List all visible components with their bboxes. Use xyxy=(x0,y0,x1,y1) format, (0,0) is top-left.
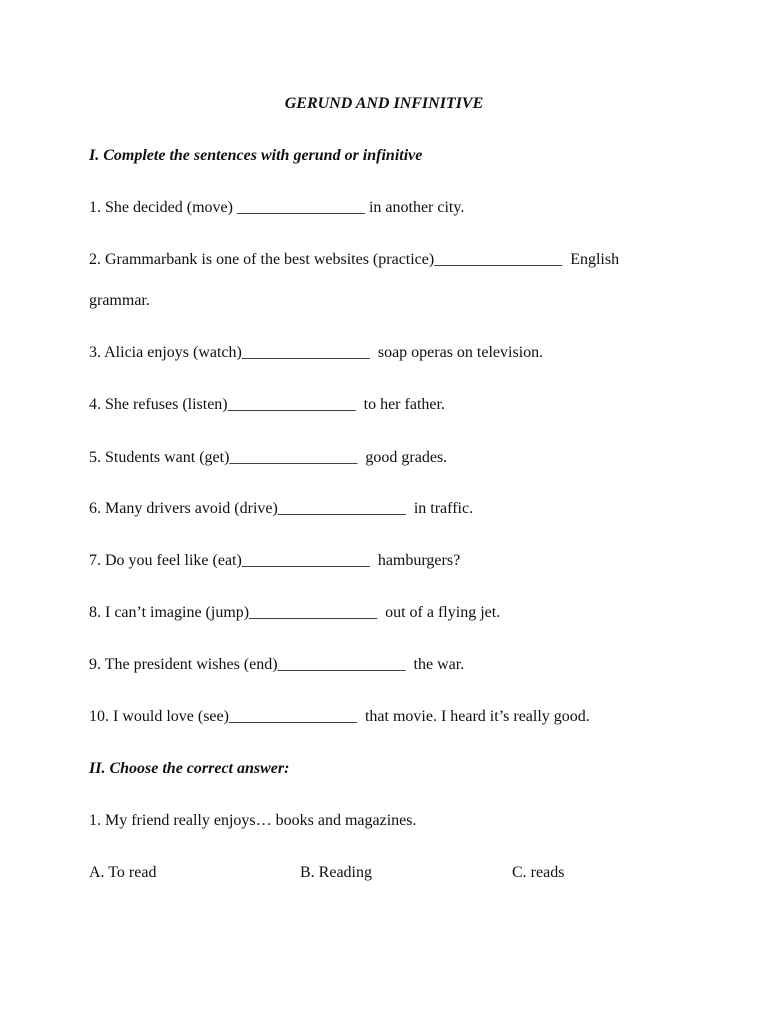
exercise-item-3: 3. Alicia enjoys (watch)________________ soap operas on television. xyxy=(89,344,544,361)
exercise-item-8: 8. I can’t imagine (jump)________________ out of a flying jet. xyxy=(89,604,501,621)
exercise-item-6: 6. Many drivers avoid (drive)________________ in traffic. xyxy=(89,500,474,517)
exercise-item-2-continued: grammar. xyxy=(89,292,150,309)
exercise-item-1: 1. She decided (move) ________________ in another city. xyxy=(89,199,465,216)
section-1-heading: I. Complete the sentences with gerund or infinitive xyxy=(89,147,423,164)
option-b: B. Reading xyxy=(300,864,372,881)
exercise-item-5: 5. Students want (get)________________ good grades. xyxy=(89,449,448,466)
exercise-item-9: 9. The president wishes (end)________________ the war. xyxy=(89,656,465,673)
exercise-item-4: 4. She refuses (listen)________________ to her father. xyxy=(89,396,445,413)
section-2-heading: II. Choose the correct answer: xyxy=(89,760,290,777)
option-a: A. To read xyxy=(89,864,157,881)
exercise-item-7: 7. Do you feel like (eat)________________ hamburgers? xyxy=(89,552,461,569)
exercise-item-2: 2. Grammarbank is one of the best websites (practice)________________ English xyxy=(89,251,620,268)
option-c: C. reads xyxy=(512,864,565,881)
question-1: 1. My friend really enjoys… books and magazines. xyxy=(89,812,417,829)
exercise-item-10: 10. I would love (see)________________ that movie. I heard it’s really good. xyxy=(89,708,590,725)
page-title: GERUND AND INFINITIVE xyxy=(284,95,484,112)
